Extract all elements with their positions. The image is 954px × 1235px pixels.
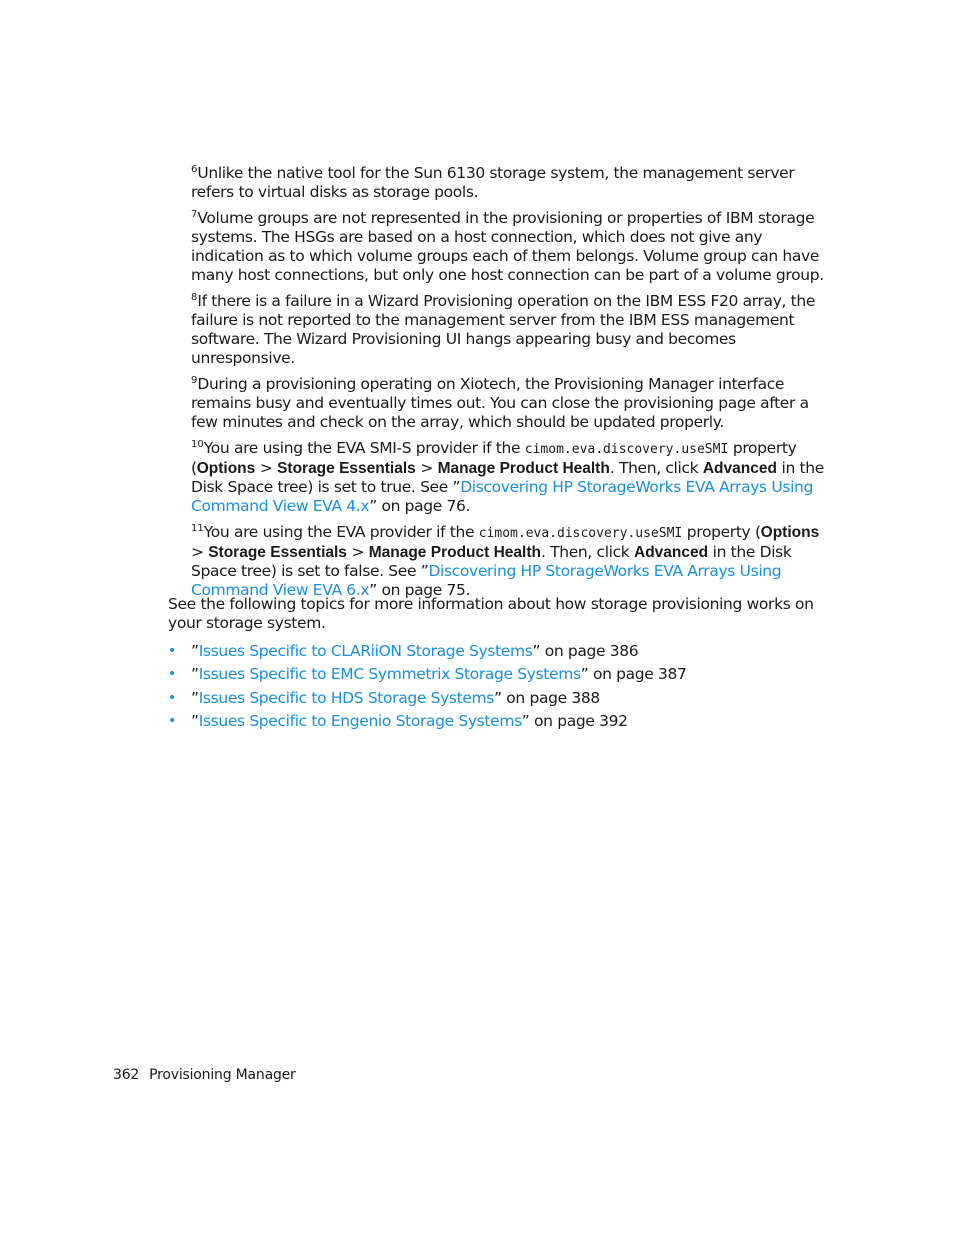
footnote-text: ” on page 75. [369,581,471,599]
footnote-text: property ( [191,439,797,477]
page-reference: ” on page 386 [532,642,639,660]
link-hds[interactable]: Issues Specific to HDS Storage Systems [198,688,495,707]
footnote-10 [191,439,831,516]
bullet-icon: • [168,643,176,659]
footnote-text: ” on page 76. [369,497,471,515]
footnote-number: 7 [191,209,198,220]
footnote-text: . Then, click [540,543,634,561]
footnote-6 [191,164,831,202]
separator: > [255,459,278,477]
footnote-11 [191,523,831,600]
footnote-text: You are using the EVA provider if the [203,523,479,541]
footnote-text: You are using the EVA SMI-S provider if the [203,439,525,457]
menu-storage-essentials: Storage Essentials [208,544,347,561]
footnote-text: Volume groups are not represented in the provisioning or properties of IBM storage systems. The HSGs are based on a host connection, which does not give any indication as to which volume groups each of them belongs. Volume group can have many host connections, but only one host connection can be part of a volume group. [191,209,824,284]
link-engenio[interactable]: Issues Specific to Engenio Storage Systems [198,712,522,731]
footnote-text: in the Disk Space tree) is set to false. See ” [191,543,792,580]
page-footer [113,1067,296,1083]
page-reference: ” on page 388 [494,688,600,707]
footer-section-title: Provisioning Manager [149,1067,296,1083]
list-item [168,665,832,688]
footnote-number: 10 [191,439,204,450]
page-reference: ” on page 387 [580,665,687,684]
footnote-9 [191,375,831,432]
list-item [168,689,832,712]
footnote-7 [191,209,831,285]
footnote-number: 11 [191,523,204,534]
quote-open: ” [191,642,199,660]
menu-storage-essentials: Storage Essentials [277,460,416,477]
menu-manage-product-health: Manage Product Health [368,544,541,561]
see-also-paragraph: See the following topics for more information about how storage provisioning works on your storage system. [168,595,814,632]
list-item [168,642,832,665]
footnote-text: Unlike the native tool for the Sun 6130 storage system, the management server refers to virtual disks as storage pools. [191,164,795,201]
footnote-text: property ( [682,523,761,541]
separator: > [346,543,369,561]
link-eva-4x[interactable]: Discovering HP StorageWorks EVA Arrays Using Command View EVA 4.x [191,478,813,515]
menu-options: Options [196,460,256,477]
list-item [168,712,832,735]
page-number: 362 [113,1067,140,1083]
bullet-icon: • [168,713,176,730]
footnote-text: If there is a failure in a Wizard Provisioning operation on the IBM ESS F20 array, the failure is not reported to the management server from the IBM ESS management software. The Wizard Provisioning UI hangs appearing busy and becomes unresponsive. [191,292,816,367]
link-emc-symmetrix[interactable]: Issues Specific to EMC Symmetrix Storage Systems [198,665,581,684]
link-eva-6x[interactable]: Discovering HP StorageWorks EVA Arrays Using Command View EVA 6.x [191,562,782,599]
quote-open: ” [191,665,199,684]
bullet-icon: • [168,689,176,706]
footnote-number: 9 [191,375,198,386]
separator: > [191,543,209,561]
menu-manage-product-health: Manage Product Health [437,460,610,477]
link-clariion[interactable]: Issues Specific to CLARiiON Storage Systems [198,642,533,660]
quote-open: ” [191,688,199,707]
footnote-text: . Then, click [609,459,703,477]
advanced-label: Advanced [634,544,709,561]
property-code: cimom.eva.discovery.useSMI [478,526,683,541]
footnote-8 [191,292,831,368]
footnote-number: 6 [191,164,198,175]
footnote-text: During a provisioning operating on Xiotech, the Provisioning Manager interface remains busy and eventually times out. You can close the provisioning page after a few minutes and check on the array, which should be updated properly. [191,375,809,431]
property-code: cimom.eva.discovery.useSMI [524,442,729,457]
menu-options: Options [760,524,820,541]
footnote-number: 8 [191,292,198,303]
page-reference: ” on page 392 [521,712,628,731]
footnotes [191,164,831,607]
quote-open: ” [191,712,199,731]
topic-list [168,642,832,736]
separator: > [415,459,438,477]
footnote-text: in the Disk Space tree) is set to true. See ” [191,459,824,496]
advanced-label: Advanced [702,460,777,477]
bullet-icon: • [168,666,176,683]
